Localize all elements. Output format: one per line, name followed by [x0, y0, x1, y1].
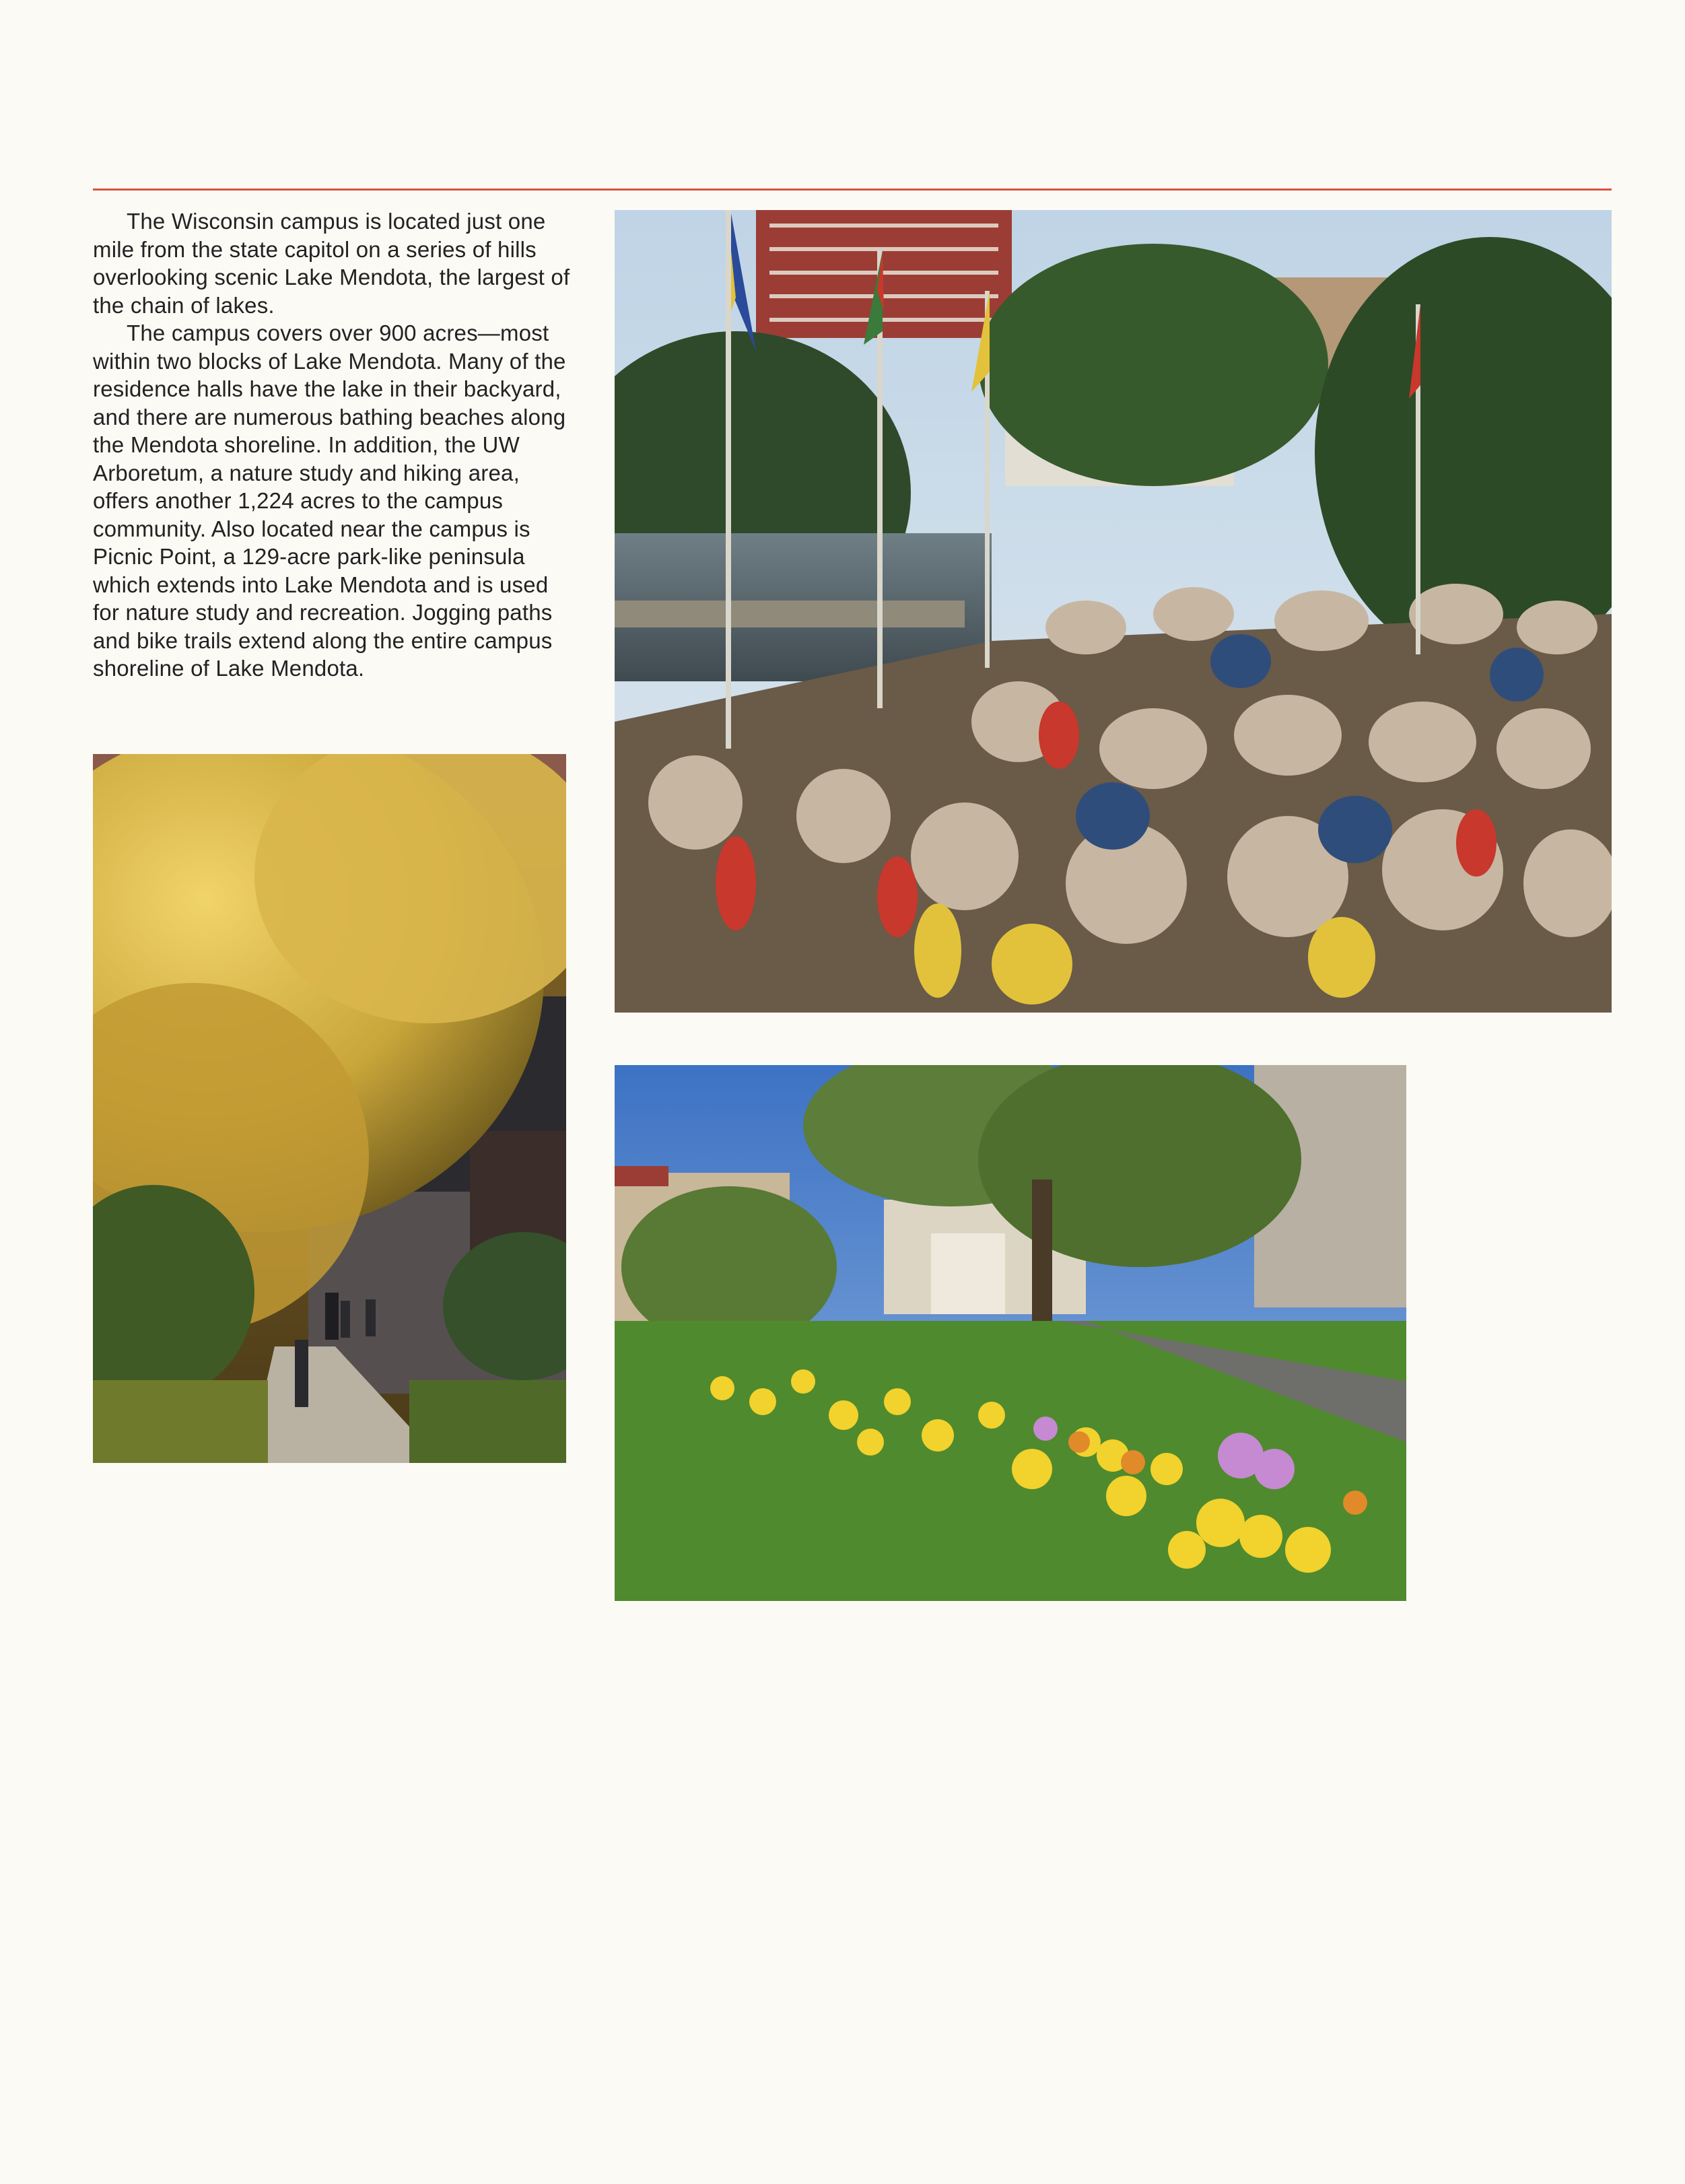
intro-paragraph-2: The campus covers over 900 acres—most within two blocks of Lake Mendota. Many of the residence halls have the lake in their backyard, and there are numerous bathing beaches along the Mendota shoreline. In addition, the UW Arboretum, a nature study and hiking area, offers another 1,224 acres to the campus community. Also located near the campus is Picnic Point, a 129-acre park-like peninsula which extends into Lake Mendota and is used for nature study and recreation. Jogging paths and bike trails extend along the entire campus shoreline of Lake Mendota.	[93, 320, 566, 681]
autumn-tree-path-photo	[93, 754, 566, 1463]
accent-rule	[93, 189, 1612, 191]
intro-paragraph-1: The Wisconsin campus is located just one mile from the state capitol on a series of hills overlooking scenic Lake Mendota, the largest of the chain of lakes.	[93, 209, 570, 318]
intro-text-block	[93, 207, 578, 683]
lakeside-terrace-photo	[615, 210, 1612, 1013]
flower-garden-photo	[615, 1065, 1406, 1601]
